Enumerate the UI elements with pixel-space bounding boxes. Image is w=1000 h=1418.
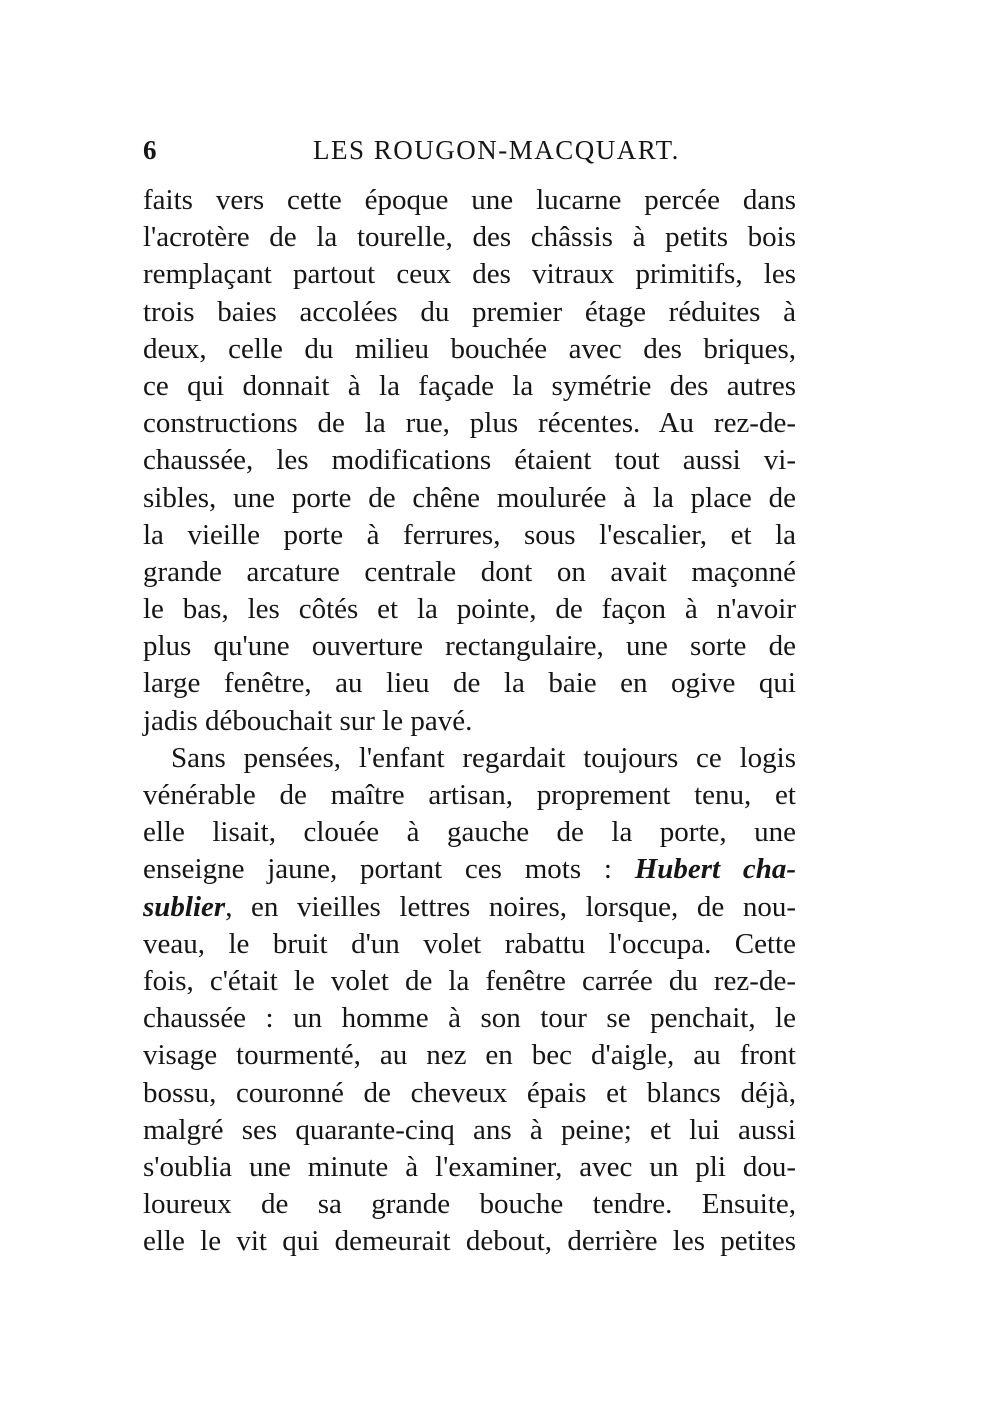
text-line: loureux de sa grande bouche tendre. Ensuite, — [143, 1188, 796, 1221]
text-line: remplaçant partout ceux des vitraux primitifs, les — [143, 258, 796, 291]
text-line: l'acrotère de la tourelle, des châssis à petits bois — [143, 221, 796, 254]
text-line: trois baies accolées du premier étage réduites à — [143, 295, 796, 328]
text-segment: enseigne jaune, portant ces mots : — [143, 853, 635, 886]
text-line: deux, celle du milieu bouchée avec des briques, — [143, 332, 796, 365]
text-line: chaussée : un homme à son tour se penchait, le — [143, 1002, 796, 1035]
text-line: constructions de la rue, plus récentes. Au rez-de- — [143, 407, 796, 440]
text-line: bossu, couronné de cheveux épais et blancs déjà, — [143, 1076, 796, 1109]
text-line: grande arcature centrale dont on avait maçonné — [143, 555, 796, 588]
text-line: vénérable de maître artisan, proprement tenu, et — [143, 779, 796, 811]
text-line: chaussée, les modifications étaient tout aussi vi- — [143, 444, 796, 477]
text-line: veau, le bruit d'un volet rabattu l'occupa. Cette — [143, 927, 796, 960]
text-line: large fenêtre, au lieu de la baie en ogive qui — [143, 667, 796, 700]
text-line: s'oublia une minute à l'examiner, avec un pli dou- — [143, 1150, 796, 1183]
text-line: faits vers cette époque une lucarne percée dans — [143, 184, 796, 216]
italic-name: sublier — [143, 890, 226, 923]
body-text — [143, 182, 796, 1260]
text-line: Sans pensées, l'enfant regardait toujours ce logis — [171, 741, 796, 774]
text-line: jadis débouchait sur le pavé. — [143, 704, 473, 737]
text-segment: , en vieilles lettres noires, lorsque, de nou- — [225, 890, 796, 923]
page-number: 6 — [143, 135, 158, 165]
text-line: elle le vit qui demeurait debout, derrière les petites — [143, 1225, 796, 1258]
running-title: LES ROUGON-MACQUART. — [313, 135, 680, 165]
text-line — [143, 851, 796, 888]
text-line: ce qui donnait à la façade la symétrie des autres — [143, 369, 796, 402]
text-line: visage tourmenté, au nez en bec d'aigle, au front — [143, 1039, 796, 1072]
text-line — [143, 889, 796, 926]
text-line: elle lisait, clouée à gauche de la porte, une — [143, 816, 796, 849]
text-line: le bas, les côtés et la pointe, de façon à n'avoir — [143, 593, 796, 626]
text-line: malgré ses quarante-cinq ans à peine; et lui aussi — [143, 1113, 796, 1146]
text-line: fois, c'était le volet de la fenêtre carrée du rez-de- — [143, 964, 796, 997]
text-line: la vieille porte à ferrures, sous l'escalier, et la — [143, 518, 796, 551]
italic-name: Hubert cha- — [634, 853, 797, 886]
text-line: plus qu'une ouverture rectangulaire, une sorte de — [143, 630, 796, 663]
text-line: sibles, une porte de chêne moulurée à la place de — [143, 481, 796, 514]
running-header — [143, 135, 796, 175]
